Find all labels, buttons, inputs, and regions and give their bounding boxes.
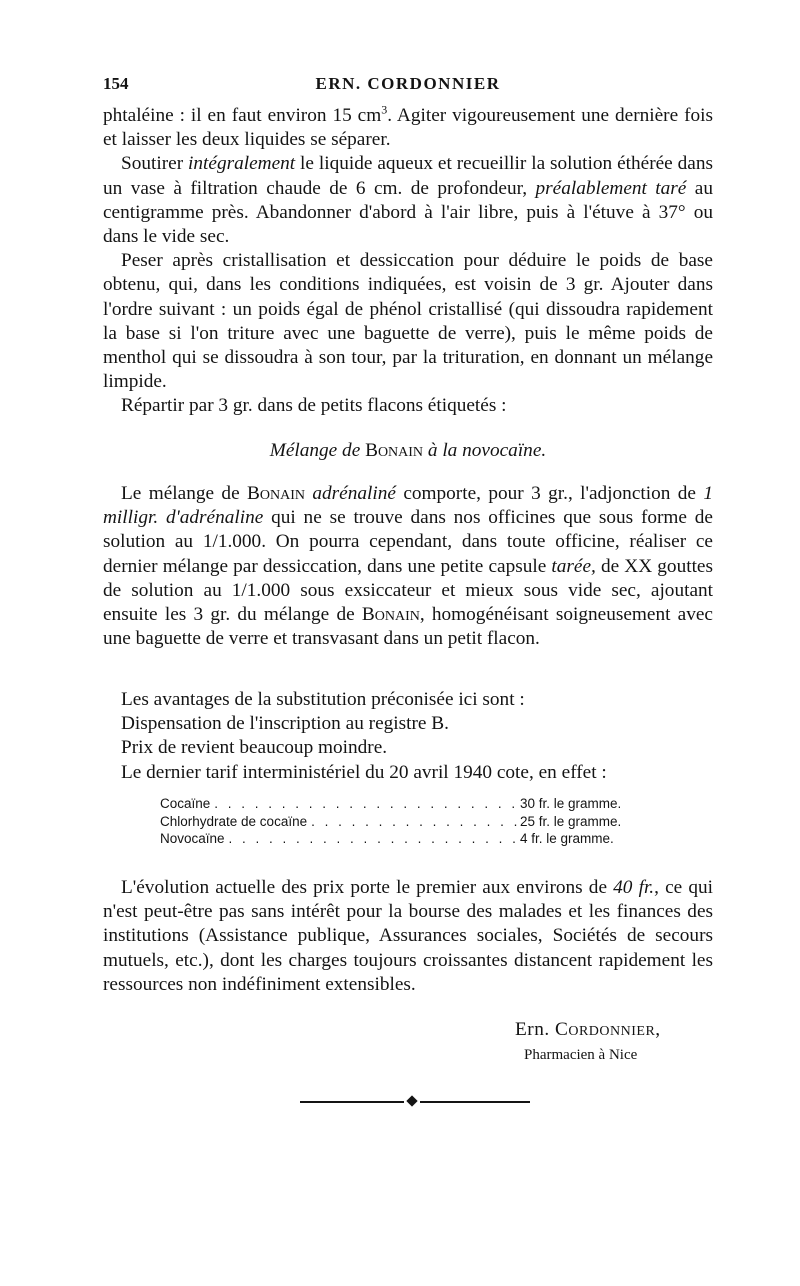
signature-title: Pharmacien à Nice bbox=[524, 1047, 638, 1063]
paragraph-soutirer: Soutirer intégralement le liquide aqueux et recueillir la solution éthérée dans un vase à filtration chaude de 6 cm. de profondeur, préalablement taré au centigramme près. Abandonner d'abord à l'air libre, puis à l'étuve à 37° ou dans le vide sec. bbox=[103, 153, 713, 248]
dot-leader bbox=[307, 813, 520, 831]
advantages-list bbox=[103, 688, 713, 785]
price-table bbox=[160, 795, 660, 848]
list-item: Le dernier tarif interministériel du 20 avril 1940 cote, en effet : bbox=[121, 761, 607, 783]
paragraph-melange-adrenaline: Le mélange de Bonain adrénaliné comporte, pour 3 gr., l'adjonction de 1 milligr. d'adrénaline qui ne se trouve dans nos officines que sous forme de solution au 1/1.000. On pourra cependant, dans toute officine, réaliser ce dernier mélange par dessiccation, dans une petite capsule tarée, de XX gouttes de solution au 1/1.000 sous exsiccateur et mieux sous vide sec, ajoutant ensuite les 3 gr. du mélange de Bonain, homogénéisant soigneusement avec une baguette de verre et transvasant dans un petit flacon. bbox=[103, 483, 714, 650]
body-text-block-3 bbox=[103, 876, 713, 997]
ornament-rule-left bbox=[300, 1101, 404, 1103]
paragraph-continuation: phtaléine : il en faut environ 15 $cm^3$. Agiter vigoureusement une dernière fois et laisser les deux liquides se séparer. bbox=[103, 102, 714, 151]
price-row bbox=[160, 813, 660, 831]
list-item: Dispensation de l'inscription au registre B. bbox=[121, 713, 449, 735]
list-item: Les avantages de la substitution préconisée ici sont : bbox=[121, 689, 525, 710]
price-item: Cocaïne bbox=[160, 796, 211, 811]
running-head: ERN. CORDONNIER bbox=[315, 74, 501, 93]
body-text-block-1 bbox=[103, 104, 713, 419]
end-ornament bbox=[300, 1095, 530, 1109]
price-row bbox=[160, 795, 660, 813]
page-header bbox=[103, 74, 713, 98]
list-item: Prix de revient beaucoup moindre. bbox=[121, 737, 388, 759]
diamond-icon bbox=[406, 1095, 417, 1106]
paragraph-peser: Peser après cristallisation et dessiccation pour déduire le poids de base obtenu, qui, dans les conditions indiquées, est voisin de 3 gr. Ajouter dans l'ordre suivant : un poids égal de phénol cristallisé (qui dissoudra rapidement la base si l'on triture avec une baguette de verre), puis le même poids de menthol qui se dissoudra à son tour, par la trituration, en donnant un mélange limpide. bbox=[103, 250, 713, 393]
dot-leader bbox=[225, 830, 520, 848]
price-value: 30 fr. le gramme. bbox=[520, 796, 622, 811]
ornament-rule-right bbox=[420, 1101, 530, 1103]
signature-name: Ern. Cordonnier, bbox=[515, 1019, 661, 1040]
paragraph-evolution: L'évolution actuelle des prix porte le premier aux environs de 40 fr., ce qui n'est peut-être pas sans intérêt pour la bourse des malades et les finances des institutions (Assistance publique, Assurances sociales, Sociétés de secours mutuels, etc.), dont les charges toujours croissantes distancent rapidement les ressources non indéfiniment extensibles. bbox=[103, 877, 713, 995]
dot-leader bbox=[210, 795, 520, 813]
price-item: Novocaïne bbox=[160, 831, 225, 846]
price-value: 4 fr. le gramme. bbox=[520, 831, 614, 846]
price-row bbox=[160, 830, 660, 848]
page-number: 154 bbox=[103, 74, 129, 93]
price-value: 25 fr. le gramme. bbox=[520, 813, 622, 829]
section-heading: Mélange de Bonain à la novocaïne. bbox=[269, 440, 547, 461]
body-text-block-2 bbox=[103, 482, 713, 651]
paragraph-repartir: Répartir par 3 gr. dans de petits flacons étiquetés : bbox=[121, 395, 507, 417]
price-item: Chlorhydrate de cocaïne bbox=[160, 813, 308, 829]
